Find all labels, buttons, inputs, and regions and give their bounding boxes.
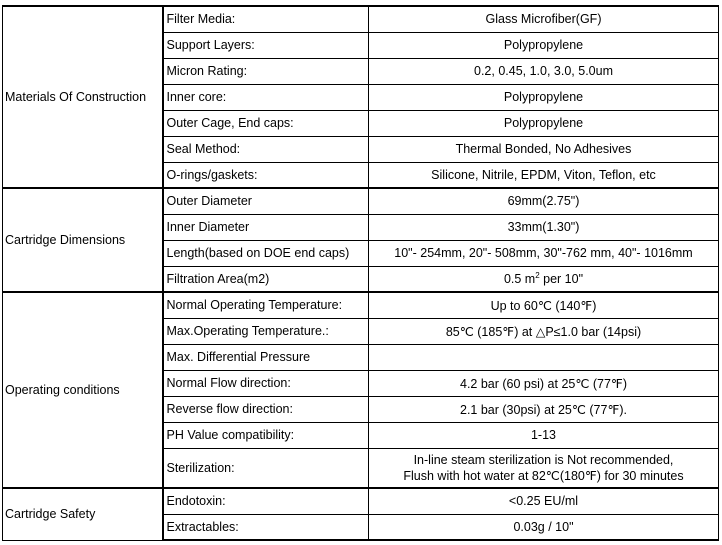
row-value: 10"- 254mm, 20"- 508mm, 30"-762 mm, 40"- 1016mm: [369, 240, 719, 266]
row-value: 0.2, 0.45, 1.0, 3.0, 5.0um: [369, 58, 719, 84]
row-value: Silicone, Nitrile, EPDM, Viton, Teflon, etc: [369, 162, 719, 188]
row-label: Reverse flow direction:: [163, 396, 369, 422]
row-value: 85℃ (185℉) at △P≤1.0 bar (14psi): [369, 318, 719, 344]
row-label: Normal Operating Temperature:: [163, 292, 369, 318]
row-value: 0.03g / 10": [369, 514, 719, 540]
row-value: 2.1 bar (30psi) at 25℃ (77℉).: [369, 396, 719, 422]
row-label: O-rings/gaskets:: [163, 162, 369, 188]
group-operating: Operating conditions: [3, 292, 163, 488]
row-label: Filtration Area(m2): [163, 266, 369, 292]
row-label: Outer Diameter: [163, 188, 369, 214]
row-value: 0.5 $m^2$ per 10": [369, 266, 719, 292]
row-value: Thermal Bonded, No Adhesives: [369, 136, 719, 162]
row-label: Max.Operating Temperature.:: [163, 318, 369, 344]
row-label: Max. Differential Pressure: [163, 344, 369, 370]
row-value: 69mm(2.75"): [369, 188, 719, 214]
spec-table: [2, 5, 719, 541]
row-value: <0.25 EU/ml: [369, 488, 719, 514]
table-row: [3, 488, 719, 514]
row-label: Normal Flow direction:: [163, 370, 369, 396]
row-value: In-line steam sterilization is Not recommended, Flush with hot water at 82℃(180℉) for 30 minutes: [369, 448, 719, 488]
row-label: Support Layers:: [163, 32, 369, 58]
row-value: 33mm(1.30"): [369, 214, 719, 240]
row-label: Sterilization:: [163, 448, 369, 488]
row-value: Polypropylene: [369, 32, 719, 58]
row-label: Length(based on DOE end caps): [163, 240, 369, 266]
group-materials: Materials Of Construction: [3, 6, 163, 188]
row-value: 1-13: [369, 422, 719, 448]
group-safety: Cartridge Safety: [3, 488, 163, 540]
row-label: Endotoxin:: [163, 488, 369, 514]
table-row: [3, 188, 719, 214]
row-label: Filter Media:: [163, 6, 369, 32]
row-label: Extractables:: [163, 514, 369, 540]
row-label: Inner Diameter: [163, 214, 369, 240]
row-value: Polypropylene: [369, 84, 719, 110]
row-label: Micron Rating:: [163, 58, 369, 84]
row-value: Polypropylene: [369, 110, 719, 136]
row-value: Up to 60℃ (140℉): [369, 292, 719, 318]
row-value: [369, 344, 719, 370]
table-row: [3, 292, 719, 318]
row-label: Outer Cage, End caps:: [163, 110, 369, 136]
row-label: Inner core:: [163, 84, 369, 110]
row-label: PH Value compatibility:: [163, 422, 369, 448]
group-dimensions: Cartridge Dimensions: [3, 188, 163, 292]
table-row: [3, 6, 719, 32]
row-label: Seal Method:: [163, 136, 369, 162]
row-value: Glass Microfiber(GF): [369, 6, 719, 32]
row-value: 4.2 bar (60 psi) at 25℃ (77℉): [369, 370, 719, 396]
